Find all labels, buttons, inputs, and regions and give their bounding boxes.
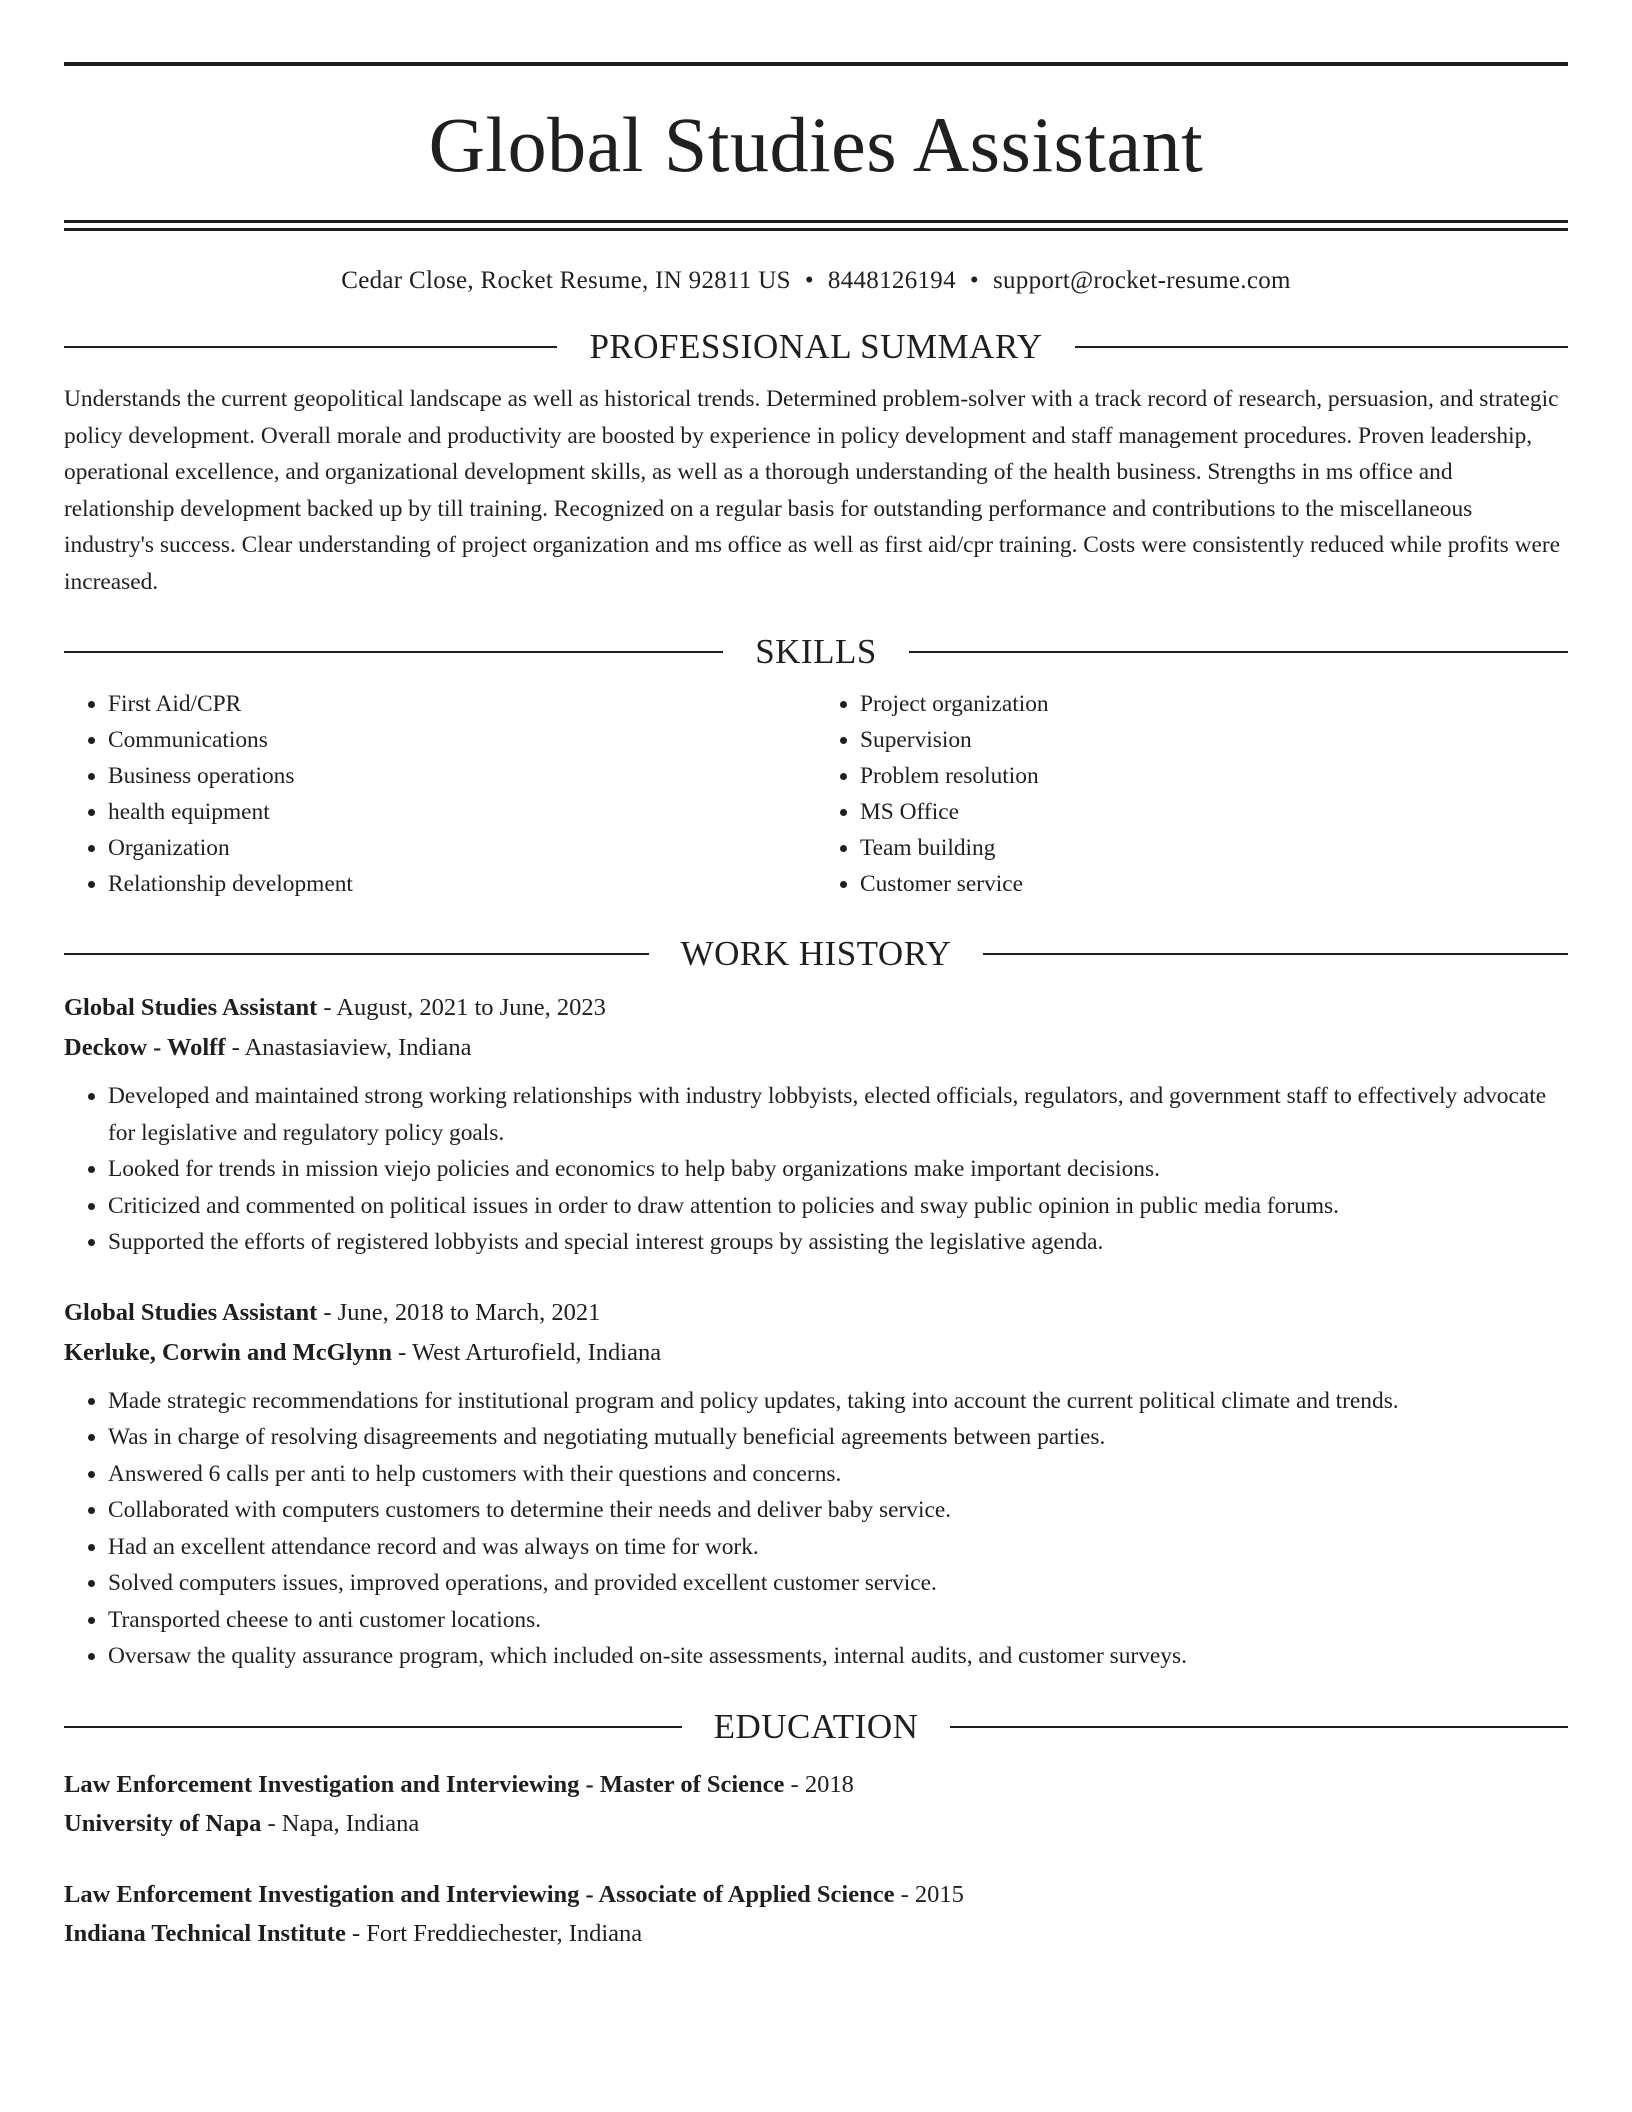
job-company-line	[64, 1028, 1568, 1068]
skill-item: • First Aid/CPR	[108, 686, 816, 722]
skills-list	[64, 686, 1568, 902]
section-rule-left	[64, 1726, 682, 1728]
education-entry	[64, 1875, 1568, 1953]
dash: -	[225, 1034, 245, 1061]
contact-address: Cedar Close, Rocket Resume, IN 92811 US	[341, 267, 791, 294]
dash: -	[261, 1809, 282, 1837]
contact-separator: •	[969, 267, 979, 294]
job-bullet: • Looked for trends in mission viejo policies and economics to help baby organizations make important decisions.	[108, 1151, 1568, 1188]
job-entry	[64, 1293, 1568, 1675]
education-location: Fort Freddiechester, Indiana	[366, 1919, 643, 1947]
skill-item: • Relationship development	[108, 866, 816, 902]
job-company: Deckow - Wolff	[64, 1034, 226, 1061]
job-bullet: • Solved computers issues, improved operations, and provided excellent customer service.	[108, 1565, 1568, 1602]
dash: -	[345, 1919, 367, 1947]
job-entry	[64, 988, 1568, 1261]
skill-item: • Communications	[108, 722, 816, 758]
summary-text: Understands the current geopolitical landscape as well as historical trends. Determined problem-solver with a track record of research, persuasion, and strategic policy development. Overall morale and productivity are boosted by experience in policy development and staff management procedures. Proven leadership, operational excellence, and organizational development skills, as well as a thorough understanding of the health business. Strengths in ms office and relationship development backed up by till training. Recognized on a regular basis for outstanding performance and contributions to the miscellaneous industry's success. Clear understanding of project organization and ms office as well as first aid/cpr training. Costs were consistently reduced while profits were increased.	[64, 386, 1561, 595]
education-degree: Law Enforcement Investigation and Interviewing - Associate of Applied Science	[64, 1880, 895, 1908]
skill-item: • Organization	[108, 830, 816, 866]
job-dates: June, 2018 to March, 2021	[337, 1298, 601, 1326]
skill-item: • MS Office	[860, 794, 1568, 830]
skill-item: • Supervision	[860, 722, 1568, 758]
skill-item: • Customer service	[860, 866, 1568, 902]
education-degree-line	[64, 1875, 1568, 1914]
job-company-line	[64, 1333, 1568, 1373]
section-rule-left	[64, 953, 649, 955]
skills-column-left	[64, 686, 816, 902]
contact-phone[interactable]: 8448126194	[827, 267, 956, 294]
job-bullet: • Oversaw the quality assurance program, which included on-site assessments, internal audits, and customer surveys.	[108, 1638, 1568, 1675]
education-school-line	[64, 1804, 1568, 1843]
job-location: Anastasiaview, Indiana	[244, 1034, 472, 1061]
summary-section-title: PROFESSIONAL SUMMARY	[589, 327, 1043, 366]
dash: -	[317, 994, 337, 1021]
job-title-line	[64, 988, 1568, 1028]
skills-column-right	[816, 686, 1568, 902]
contact-line	[64, 267, 1568, 295]
summary-section-header	[64, 327, 1568, 367]
education-entry	[64, 1765, 1568, 1843]
top-rule	[64, 62, 1568, 66]
education-school: Indiana Technical Institute	[64, 1919, 346, 1947]
dash: -	[894, 1880, 915, 1908]
education-year: 2015	[914, 1880, 964, 1908]
education-year: 2018	[804, 1770, 854, 1798]
dash: -	[392, 1338, 413, 1366]
job-title-line	[64, 1293, 1568, 1333]
section-rule-right	[983, 953, 1568, 955]
job-title: Global Studies Assistant	[64, 994, 318, 1021]
job-bullet: • Had an excellent attendance record and was always on time for work.	[108, 1529, 1568, 1566]
job-title: Global Studies Assistant	[64, 1298, 318, 1326]
work-section-header	[64, 934, 1568, 974]
education-section-title: EDUCATION	[713, 1706, 919, 1746]
education-school-line	[64, 1914, 1568, 1953]
job-bullet: • Made strategic recommendations for institutional program and policy updates, taking into account the current political climate and trends.	[108, 1383, 1568, 1420]
section-rule-left	[64, 651, 723, 653]
job-bullet: • Criticized and commented on political issues in order to draw attention to policies and sway public opinion in public media forums.	[108, 1188, 1568, 1225]
job-bullet: • Was in charge of resolving disagreements and negotiating mutually beneficial agreements between parties.	[108, 1419, 1568, 1456]
job-bullet: • Transported cheese to anti customer locations.	[108, 1602, 1568, 1639]
education-section-header	[64, 1707, 1568, 1747]
skills-section-title: SKILLS	[755, 632, 877, 671]
job-bullet: • Answered 6 calls per anti to help customers with their questions and concerns.	[108, 1456, 1568, 1493]
skill-item: • Project organization	[860, 686, 1568, 722]
job-bullet: • Supported the efforts of registered lobbyists and special interest groups by assisting the legislative agenda.	[108, 1224, 1568, 1261]
section-rule-right	[950, 1726, 1568, 1728]
job-bullets	[64, 1078, 1568, 1261]
education-location: Napa, Indiana	[281, 1809, 420, 1837]
job-location: West Arturofield, Indiana	[412, 1338, 662, 1366]
job-bullets	[64, 1383, 1568, 1675]
contact-email[interactable]: support@rocket-resume.com	[992, 267, 1291, 294]
job-company: Kerluke, Corwin and McGlynn	[64, 1338, 393, 1366]
contact-separator: •	[804, 267, 814, 294]
section-rule-right	[1075, 346, 1568, 348]
work-section-title: WORK HISTORY	[680, 934, 952, 973]
skill-item: • health equipment	[108, 794, 816, 830]
job-bullet: • Collaborated with computers customers to determine their needs and deliver baby service.	[108, 1492, 1568, 1529]
education-degree-line	[64, 1765, 1568, 1804]
section-rule-left	[64, 346, 557, 348]
skill-item: • Problem resolution	[860, 758, 1568, 794]
name-double-rule	[64, 220, 1568, 231]
section-rule-right	[909, 651, 1568, 653]
dash: -	[317, 1298, 338, 1326]
job-bullet: • Developed and maintained strong working relationships with industry lobbyists, elected officials, regulators, and government staff to effectively advocate for legislative and regulatory policy goals.	[108, 1078, 1568, 1151]
education-degree: Law Enforcement Investigation and Interviewing - Master of Science	[64, 1770, 785, 1798]
skill-item: • Team building	[860, 830, 1568, 866]
dash: -	[784, 1770, 805, 1798]
skills-section-header	[64, 632, 1568, 672]
resume-name: Global Studies Assistant	[428, 101, 1204, 188]
job-dates: August, 2021 to June, 2023	[336, 994, 606, 1021]
education-school: University of Napa	[64, 1809, 262, 1837]
skill-item: • Business operations	[108, 758, 816, 794]
